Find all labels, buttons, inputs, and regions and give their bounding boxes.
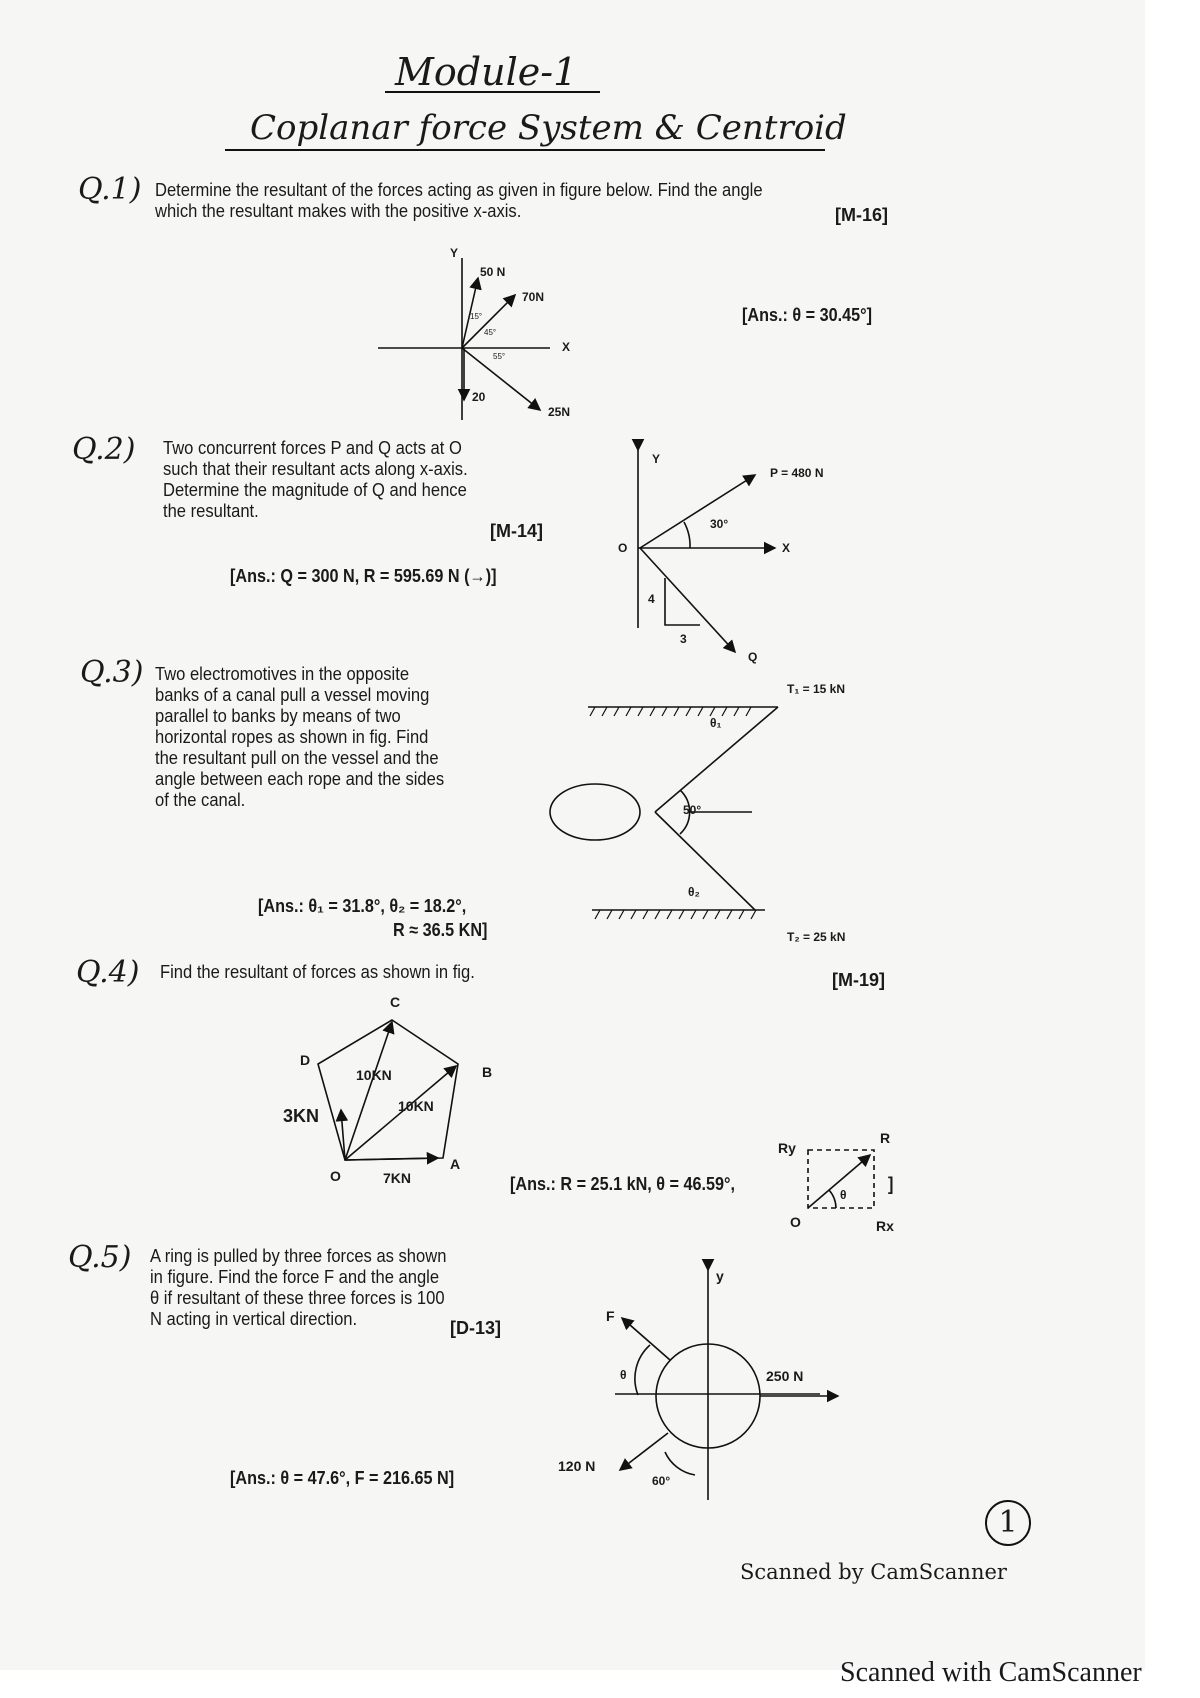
q2-force-q: Q	[748, 650, 758, 664]
q4-vertex-o: O	[330, 1168, 341, 1184]
q5-code: [D-13]	[450, 1318, 502, 1338]
q2-slope-3: 3	[680, 632, 687, 646]
q3-figure	[550, 707, 778, 919]
q5-theta: θ	[620, 1368, 627, 1382]
q2-slope-4: 4	[648, 592, 655, 606]
q1-answer: [Ans.: θ = 30.45°]	[742, 305, 873, 325]
q5-force-250: 250 N	[766, 1368, 804, 1384]
q1-force-70: 70N	[522, 290, 545, 304]
q1-angle-45: 45°	[484, 328, 497, 337]
q4-answer: [Ans.: R = 25.1 kN, θ = 46.59°,	[510, 1174, 736, 1194]
q3-tension-1: T₁ = 15 kN	[787, 682, 845, 696]
q4-code: [M-19]	[832, 970, 885, 990]
q4-r-x: Rx	[876, 1218, 894, 1234]
q4-number: Q.4)	[76, 955, 140, 990]
q3-tension-2: T₂ = 25 kN	[787, 930, 846, 944]
q3-angle: 50°	[683, 803, 702, 817]
q2-text-line: Determine the magnitude of Q and hence	[163, 480, 467, 500]
scanner-watermark: Scanned by CamScanner	[740, 1560, 1007, 1584]
q5-number: Q.5)	[68, 1240, 132, 1275]
q2-code: [M-14]	[490, 521, 543, 541]
q2-text-line: the resultant.	[163, 501, 259, 521]
q1-figure	[378, 258, 550, 420]
q4-force-7kn: 7KN	[383, 1170, 412, 1186]
q1-x-label: X	[562, 340, 571, 354]
q4-r-y: Ry	[778, 1140, 796, 1156]
q5-figure	[615, 1270, 838, 1500]
module-title: Module-1	[395, 50, 578, 94]
q3-text-line: the resultant pull on the vessel and the	[155, 748, 439, 768]
q4-vertex-a: A	[450, 1156, 461, 1172]
q3-text-line: parallel to banks by means of two	[155, 706, 401, 726]
q1-force-20: 20	[472, 390, 486, 404]
q1-angle-15: 15°	[470, 312, 483, 321]
q5-y-label: y	[716, 1268, 724, 1284]
q2-y-label: Y	[652, 452, 661, 466]
q1-text	[155, 180, 854, 222]
q3-text-line: horizontal ropes as shown in fig. Find	[155, 727, 429, 747]
q4-vertex-c: C	[390, 994, 401, 1010]
q2-text	[163, 438, 531, 522]
q4-force-3kn: 3KN	[283, 1106, 320, 1126]
q2-answer: [Ans.: Q = 300 N, R = 595.69 N (→)]	[230, 566, 497, 586]
q2-angle: 30°	[710, 517, 729, 531]
q3-answer-line: R ≈ 36.5 KN]	[393, 920, 488, 940]
q4-force-10kn-b: 10KN	[398, 1098, 434, 1114]
q2-number: Q.2)	[72, 432, 136, 467]
q5-text-line: A ring is pulled by three forces as shown	[150, 1246, 447, 1266]
q2-text-line: Two concurrent forces P and Q acts at O	[163, 438, 462, 458]
q3-text-line: angle between each rope and the sides	[155, 769, 445, 789]
q2-x-label: X	[782, 541, 791, 555]
q5-text-line: N acting in vertical direction.	[150, 1309, 358, 1329]
q2-origin-label: O	[618, 541, 628, 555]
q4-answer-close: ]	[888, 1174, 894, 1194]
q1-number: Q.1)	[78, 172, 142, 207]
q3-text-line: Two electromotives in the opposite	[155, 664, 410, 684]
q3-text-line: of the canal.	[155, 790, 246, 810]
module-subtitle: Coplanar force System & Centroid	[250, 108, 847, 148]
q4-force-10kn-c: 10KN	[356, 1067, 392, 1083]
q2-force-p: P = 480 N	[770, 466, 824, 480]
q1-y-label: Y	[450, 246, 459, 260]
q4-vertex-d: D	[300, 1052, 311, 1068]
q1-text-line: which the resultant makes with the positive x-axis.	[155, 201, 522, 221]
q1-angle-55: 55°	[493, 352, 506, 361]
q2-figure	[638, 450, 775, 652]
q5-answer: [Ans.: θ = 47.6°, F = 216.65 N]	[230, 1468, 455, 1488]
q5-angle-60: 60°	[652, 1474, 671, 1488]
scanner-footer: Scanned with CamScanner	[840, 1657, 1142, 1688]
q4-r-origin: O	[790, 1214, 801, 1230]
q1-code: [M-16]	[835, 205, 888, 225]
q1-force-25: 25N	[548, 405, 571, 419]
q3-answer-line: [Ans.: θ₁ = 31.8°, θ₂ = 18.2°,	[258, 896, 467, 916]
q3-text-line: banks of a canal pull a vessel moving	[155, 685, 430, 705]
q5-text-line: in figure. Find the force F and the angle	[150, 1267, 440, 1287]
q4-r-label: R	[880, 1130, 891, 1146]
q5-force-120: 120 N	[558, 1458, 596, 1474]
q3-number: Q.3)	[80, 655, 144, 690]
q3-text	[155, 664, 505, 811]
q2-text-line: such that their resultant acts along x-axis.	[163, 459, 468, 479]
q4-text: Find the resultant of forces as shown in fig.	[160, 962, 475, 982]
q5-text-line: θ if resultant of these three forces is 100	[150, 1288, 445, 1308]
q4-vertex-b: B	[482, 1064, 493, 1080]
q3-theta-2: θ₂	[688, 885, 700, 899]
q1-force-50: 50 N	[480, 265, 506, 279]
q1-text-line: Determine the resultant of the forces acting as given in figure below. Find the angle	[155, 180, 763, 200]
q5-force-f: F	[606, 1308, 615, 1324]
q3-theta-1: θ₁	[710, 716, 722, 730]
page-number: 1	[985, 1500, 1031, 1546]
q4-theta: θ	[840, 1188, 847, 1202]
